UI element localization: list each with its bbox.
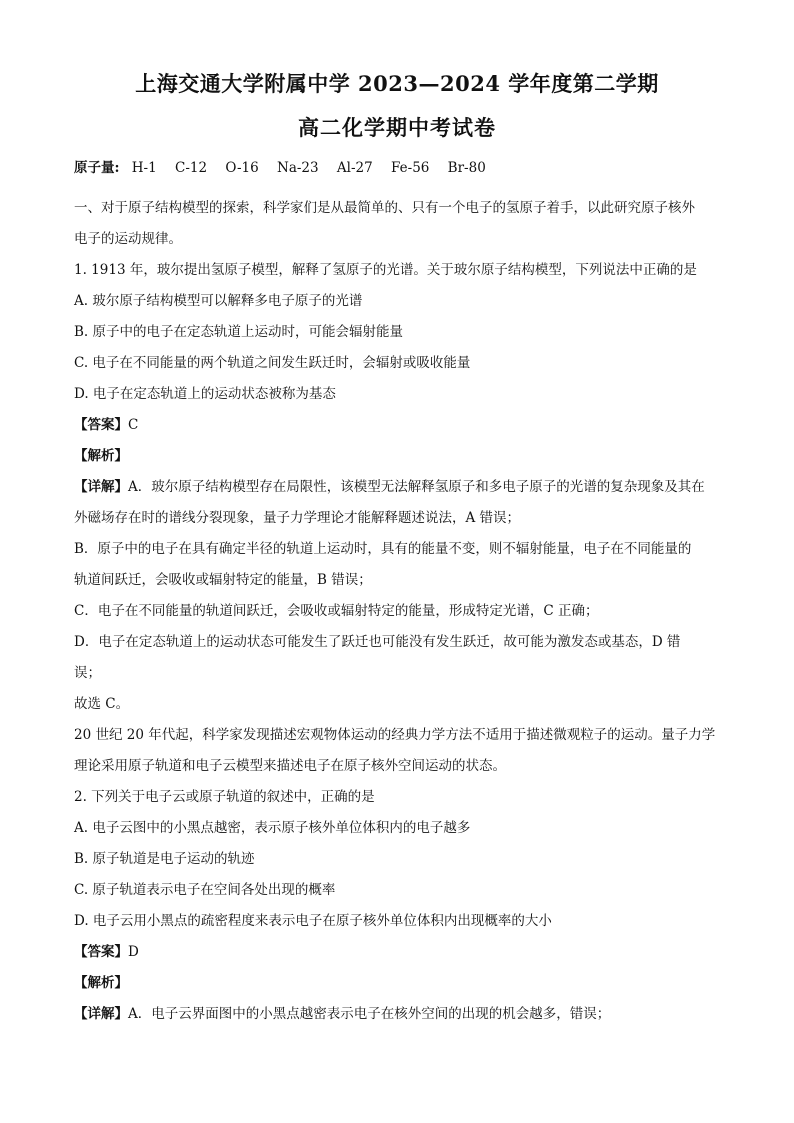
mass-item: Br-80 [447, 160, 486, 176]
atomic-masses-label: 原子量: [74, 160, 120, 176]
answer-value: C [128, 417, 139, 433]
question-1-option-a: A. 玻尔原子结构模型可以解释多电子原子的光谱 [74, 293, 363, 309]
mass-item: H-1 [131, 160, 157, 176]
question-2-option-c: C. 原子轨道表示电子在空间各处出现的概率 [74, 882, 336, 898]
answer-value: D [128, 944, 139, 960]
question-1-stem: 1. 1913 年，玻尔提出氢原子模型，解释了氢原子的光谱。关于玻尔原子结构模型，下列说法中正确的是 [74, 262, 697, 278]
mass-item: C-12 [175, 160, 208, 176]
question-1-answer [74, 413, 734, 433]
detail-text: A．电子云界面图中的小黑点越密表示电子在核外空间的出现的机会越多，错误； [128, 1006, 611, 1022]
question-2-stem: 2. 下列关于电子云或原子轨道的叙述中，正确的是 [74, 789, 375, 805]
answer-tag: 【答案】 [74, 417, 128, 433]
question-2-option-b: B. 原子轨道是电子运动的轨迹 [74, 851, 255, 867]
question-2-analysis-tag: 【解析】 [74, 975, 128, 991]
exam-title: 上海交通大学附属中学 2023—2024 学年度第二学期 [135, 71, 659, 96]
question-2-option-a: A. 电子云图中的小黑点越密，表示原子核外单位体积内的电子越多 [74, 820, 471, 836]
question-1-detail-line: B．原子中的电子在具有确定半径的轨道上运动时，具有的能量不变，则不辐射能量，电子在不同能量的 [74, 541, 692, 557]
question-1-detail-line: D．电子在定态轨道上的运动状态可能发生了跃迁也可能没有发生跃迁，故可能为激发态或基态，D 错 [74, 634, 681, 650]
detail-tag: 【详解】 [74, 1006, 128, 1022]
section-intro-line: 一、对于原子结构模型的探索，科学家们是从最简单的、只有一个电子的氢原子着手，以此研究原子核外 [74, 200, 695, 216]
detail-tag: 【详解】 [74, 479, 128, 495]
question-2-detail-line [74, 1002, 734, 1022]
section-paragraph-line: 20 世纪 20 年代起，科学家发现描述宏观物体运动的经典力学方法不适用于描述微观粒子的运动。量子力学 [74, 727, 716, 743]
question-1-analysis-tag: 【解析】 [74, 448, 128, 464]
section-intro-line: 电子的运动规律。 [74, 231, 182, 247]
question-1-option-b: B. 原子中的电子在定态轨道上运动时，可能会辐射能量 [74, 324, 404, 340]
mass-item: Al-27 [336, 160, 373, 176]
question-1-detail-line: 外磁场存在时的谱线分裂现象，量子力学理论才能解释题述说法，A 错误； [74, 510, 521, 526]
section-paragraph-line: 理论采用原子轨道和电子云模型来描述电子在原子核外空间运动的状态。 [74, 758, 506, 774]
question-1-detail-line: C．电子在不同能量的轨道间跃迁，会吸收或辐射特定的能量，形成特定光谱，C 正确； [74, 603, 599, 619]
question-1-detail-line: 轨道间跃迁，会吸收或辐射特定的能量，B 错误； [74, 572, 372, 588]
mass-item: Na-23 [277, 160, 319, 176]
question-1-detail-line: 误； [74, 665, 101, 681]
atomic-masses [74, 156, 500, 176]
detail-text: A．玻尔原子结构模型存在局限性，该模型无法解释氢原子和多电子原子的光谱的复杂现象及其在 [128, 479, 705, 495]
question-1-option-d: D. 电子在定态轨道上的运动状态被称为基态 [74, 386, 336, 402]
question-1-option-c: C. 电子在不同能量的两个轨道之间发生跃迁时，会辐射或吸收能量 [74, 355, 471, 371]
mass-item: O-16 [225, 160, 259, 176]
question-2-answer [74, 940, 734, 960]
question-2-option-d: D. 电子云用小黑点的疏密程度来表示电子在原子核外单位体积内出现概率的大小 [74, 913, 552, 929]
question-1-detail-line [74, 475, 734, 495]
question-1-detail-line: 故选 C。 [74, 696, 130, 712]
exam-subtitle: 高二化学期中考试卷 [298, 115, 496, 140]
answer-tag: 【答案】 [74, 944, 128, 960]
mass-item: Fe-56 [391, 160, 430, 176]
